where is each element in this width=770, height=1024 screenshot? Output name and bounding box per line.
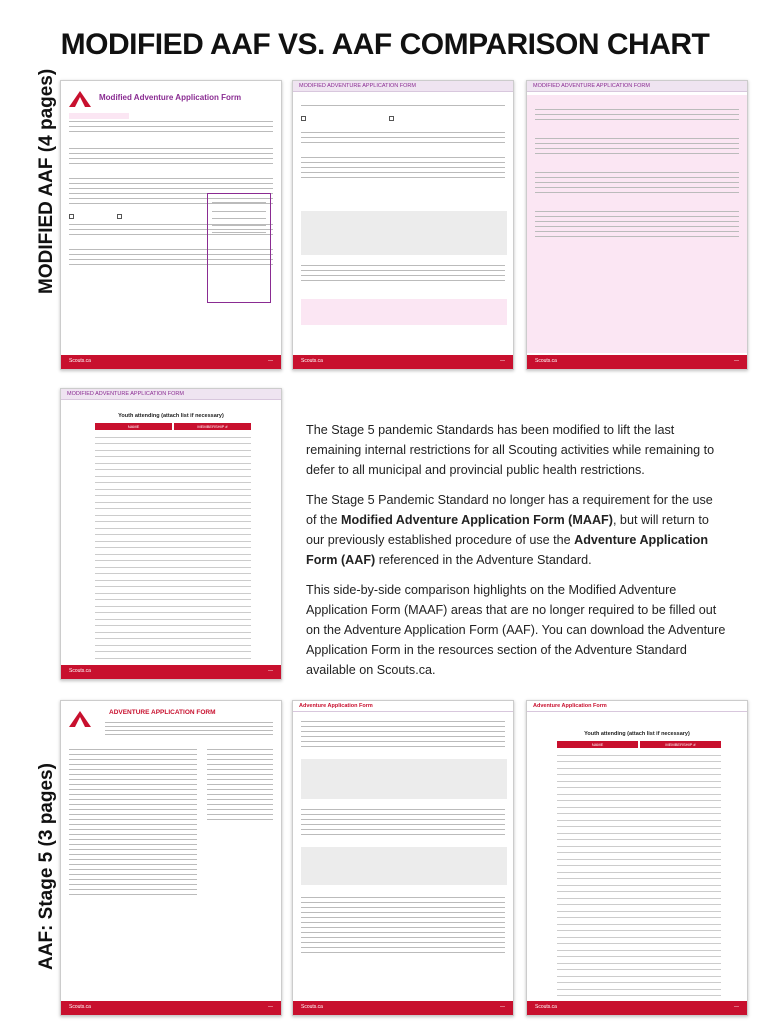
aaf-form-title: ADVENTURE APPLICATION FORM: [109, 709, 216, 716]
aaf-p3-footer: Scouts.ca —: [527, 1001, 747, 1015]
aaf-page-2: [292, 700, 514, 1016]
maaf-p2-header: MODIFIED ADVENTURE APPLICATION FORM: [293, 81, 513, 92]
maaf-page-4: [60, 388, 282, 680]
maaf-p2-footer: Scouts.ca —: [293, 355, 513, 369]
maaf-page-3: [526, 80, 748, 370]
maaf-p4-footer: Scouts.ca —: [61, 665, 281, 679]
aaf-p3-youth-title: Youth attending (attach list if necessary): [584, 731, 690, 737]
maaf-side-label: MODIFIED AAF (4 pages): [36, 68, 57, 294]
maaf-p4-col-name: NAME: [95, 423, 172, 430]
aaf-p3-col-name: NAME: [557, 741, 638, 748]
explanation-text: [306, 420, 726, 690]
aaf-description-box: [301, 759, 507, 799]
aaf-transport-box: [301, 847, 507, 885]
aaf-side-label: AAF: Stage 5 (3 pages): [36, 763, 57, 970]
maaf-p4-youth-title: Youth attending (attach list if necessary): [118, 413, 224, 419]
aaf-p2-header: Adventure Application Form: [293, 701, 513, 712]
aaf-p3-col-membership: MEMBERSHIP #: [640, 741, 721, 748]
maaf-p1-footer: Scouts.ca —: [61, 355, 281, 369]
paragraph-1: The Stage 5 pandemic Standards has been modified to lift the last remaining internal restrictions for all Scouting activities while remaining to defer to all municipal and provincial public health restrictions.: [306, 423, 715, 477]
paragraph-3: This side-by-side comparison highlights on the Modified Adventure Application Form (MAAF) areas that are no longer required to be filled out on the Adventure Application Form (AAF). You can download the Adventure Application Form in the resources section of the Adventure Standard available on Scouts.ca.: [306, 583, 726, 677]
aaf-p3-header: Adventure Application Form: [527, 701, 747, 712]
aaf-page-1: [60, 700, 282, 1016]
maaf-form-title: Modified Adventure Application Form: [99, 93, 242, 102]
page-title: MODIFIED AAF VS. AAF COMPARISON CHART: [60, 28, 710, 61]
aaf-p3-rows: [557, 749, 721, 1008]
paragraph-2: The Stage 5 Pandemic Standard no longer has a requirement for the use of the Modified Adventure Application Form (MAAF), but will return to our previously established procedure of use the Adventure Application Form (AAF) referenced in the Adventure Standard.: [306, 493, 713, 567]
transportation-highlight: [301, 299, 507, 325]
aaf-page-3: [526, 700, 748, 1016]
maaf-page-1: [60, 80, 282, 370]
maaf-p4-rows: [95, 431, 251, 664]
maaf-page-2: [292, 80, 514, 370]
maaf-p4-header: MODIFIED ADVENTURE APPLICATION FORM: [61, 389, 281, 400]
scouts-logo-icon: [69, 91, 91, 107]
aaf-p2-footer: Scouts.ca —: [293, 1001, 513, 1015]
aaf-p1-footer: Scouts.ca —: [61, 1001, 281, 1015]
maaf-p4-col-membership: MEMBERSHIP #: [174, 423, 251, 430]
international-travel-box: [207, 193, 271, 303]
scouts-logo-icon: [69, 711, 91, 727]
description-box: [301, 211, 507, 255]
maaf-p3-header: MODIFIED ADVENTURE APPLICATION FORM: [527, 81, 747, 92]
maaf-p3-footer: Scouts.ca —: [527, 355, 747, 369]
